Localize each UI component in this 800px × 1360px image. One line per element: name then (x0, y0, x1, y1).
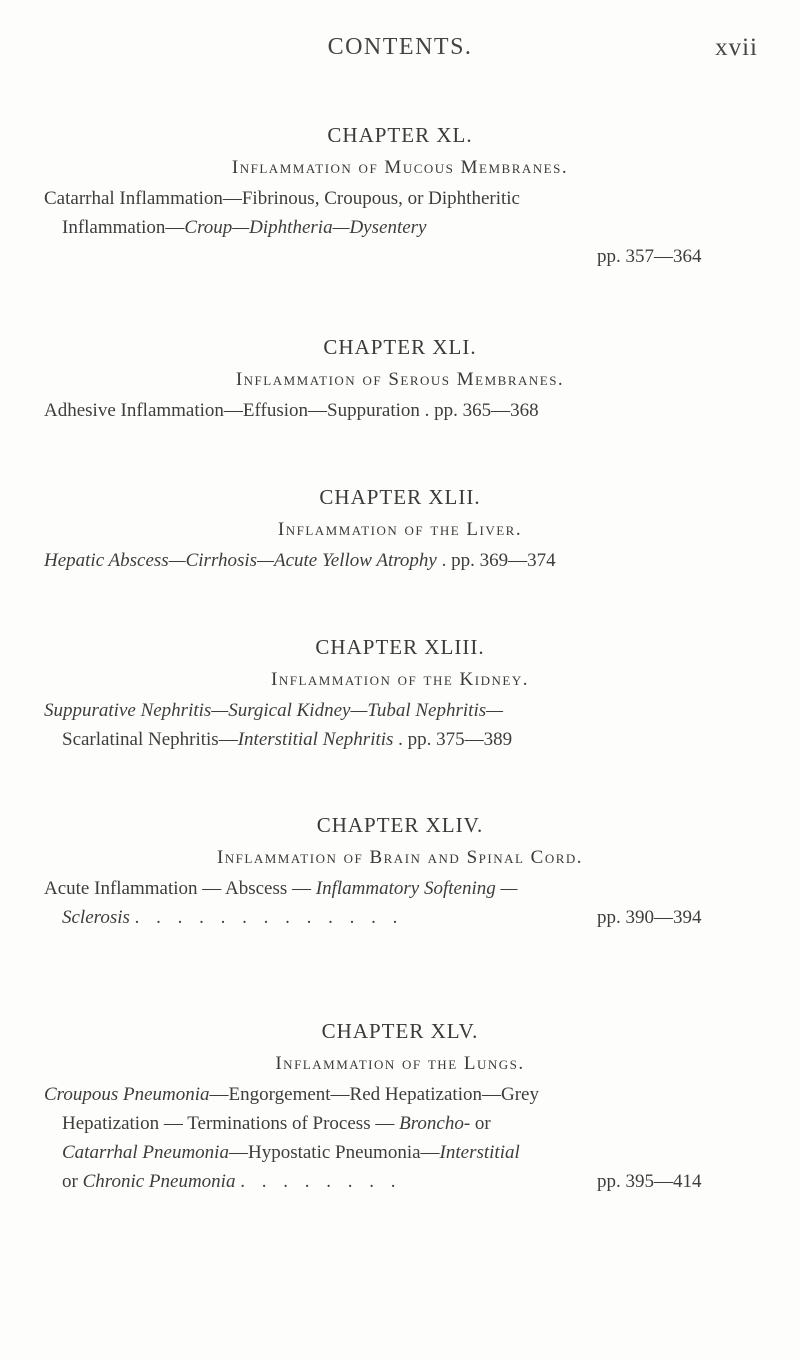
contents-text-italic: Hepatic Abscess—Cirrhosis—Acute Yellow Atrophy (44, 550, 437, 571)
contents-line (44, 546, 760, 575)
contents-text: Acute Inflammation — Abscess — (44, 878, 316, 899)
chapter-subject: Inflammation of Mucous Membranes. (231, 157, 569, 178)
chapter-xliii (0, 630, 800, 754)
leader-dots: . . . . . . . . (240, 1171, 402, 1192)
contents-text: —Hypostatic Pneumonia— (228, 1142, 440, 1163)
chapter-heading: CHAPTER XL. (327, 123, 473, 147)
contents-line: Suppurative Nephritis—Surgical Kidney—Tubal Nephritis— (44, 700, 504, 721)
page-number: xvii (715, 34, 758, 61)
chapter-subject: Inflammation of Serous Membranes. (235, 369, 565, 390)
chapter-xlii (0, 480, 800, 575)
contents-text-italic: Interstitial Nephritis (237, 729, 394, 750)
contents-line (44, 725, 760, 754)
contents-line (44, 213, 760, 242)
contents-line (44, 903, 760, 932)
page-range: pp. 357—364 (597, 246, 702, 267)
contents-text: Hepatization — Terminations of Process — (62, 1113, 400, 1134)
contents-line (44, 1138, 760, 1167)
contents-line: Catarrhal Inflammation—Fibrinous, Croupous, or Diphtheritic (44, 188, 520, 209)
contents-line (44, 1109, 760, 1138)
contents-text-italic: Catarrhal Pneumonia (62, 1142, 229, 1163)
chapter-heading: CHAPTER XLIV. (316, 813, 484, 837)
chapter-xlv (0, 1014, 800, 1196)
chapter-subject: Inflammation of the Liver. (277, 519, 523, 540)
chapter-contents (44, 696, 760, 754)
contents-text: . pp. 369—374 (436, 550, 556, 571)
chapter-contents (44, 1080, 760, 1196)
chapter-contents (44, 396, 760, 425)
contents-text-italic: Croupous Pneumonia (44, 1084, 210, 1105)
chapter-xl (0, 118, 800, 271)
contents-text-italic: Broncho- (399, 1113, 471, 1134)
chapter-xliv (0, 808, 800, 932)
chapter-xli (0, 330, 800, 425)
contents-text: Inflammation— (62, 217, 185, 238)
contents-line (44, 1080, 760, 1109)
contents-line (44, 1167, 760, 1196)
page-range: pp. 390—394 (597, 907, 702, 928)
contents-text: Scarlatinal Nephritis— (62, 729, 238, 750)
chapter-heading: CHAPTER XLI. (323, 335, 477, 359)
contents-text: or (62, 1171, 83, 1192)
chapter-subject: Inflammation of the Lungs. (275, 1053, 525, 1074)
contents-text: —Engorgement—Red Hepatization—Grey (209, 1084, 539, 1105)
contents-text-italic: Inflammatory Softening — (315, 878, 518, 899)
contents-line: Adhesive Inflammation—Effusion—Suppuration . pp. 365—368 (44, 400, 539, 421)
contents-text: or (470, 1113, 491, 1134)
chapter-contents (44, 184, 760, 271)
chapter-contents (44, 546, 760, 575)
chapter-heading: CHAPTER XLV. (321, 1019, 479, 1043)
contents-text: . pp. 375—389 (393, 729, 513, 750)
chapter-subject: Inflammation of Brain and Spinal Cord. (216, 847, 584, 868)
contents-text-italic: Sclerosis (62, 907, 130, 928)
leader-dots: . . . . . . . . . . . . . (134, 907, 404, 928)
chapter-heading: CHAPTER XLII. (319, 485, 481, 509)
running-head-title: CONTENTS. (327, 34, 473, 60)
contents-line (44, 874, 760, 903)
page-range: pp. 395—414 (597, 1171, 702, 1192)
chapter-contents (44, 874, 760, 932)
chapter-heading: CHAPTER XLIII. (315, 635, 485, 659)
running-head (0, 34, 800, 74)
contents-text-italic: Interstitial (439, 1142, 520, 1163)
contents-text-italic: Croup—Diphtheria—Dysentery (184, 217, 427, 238)
contents-text-italic: Chronic Pneumonia (82, 1171, 236, 1192)
chapter-subject: Inflammation of the Kidney. (271, 669, 529, 690)
